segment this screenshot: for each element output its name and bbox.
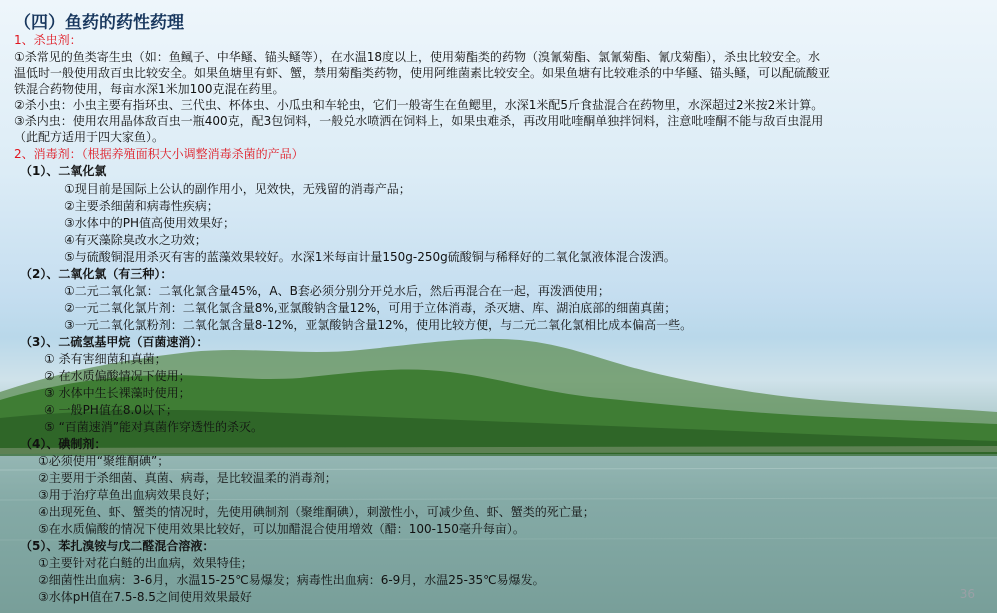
list-item: ③一元二氧化氯粉剂：二氧化氯含量8-12%，亚氯酸钠含量12%，使用比较方便，与二元二氧化氯相比成本偏高一些。 <box>64 318 693 332</box>
list-item: ③水体pH值在7.5-8.5之间使用效果最好 <box>38 590 252 604</box>
subheading: （5）、苯扎溴铵与戊二醛混合溶液： <box>20 539 215 553</box>
subheading: （3）、二硫氢基甲烷（百菌速消）： <box>20 335 209 349</box>
slide-title: （四）鱼药的药性药理 <box>14 13 184 33</box>
list-item: ① 杀有害细菌和真菌； <box>44 352 167 366</box>
text-line: ③杀内虫：使用农用晶体敌百虫一瓶400克，配3包饲料，一般兑水喷洒在饲料上，如果虫难杀，再改用吡喹酮单独拌饲料，注意吡喹酮不能与敌百虫混用 <box>14 114 824 128</box>
text-line: 铁混合药物使用，每亩水深1米加100克混在药里。 <box>14 82 285 96</box>
list-item: ②主要用于杀细菌、真菌、病毒，是比较温柔的消毒剂； <box>38 471 337 485</box>
list-item: ⑤在水质偏酸的情况下使用效果比较好，可以加醋混合使用增效（醋：100-150毫升每亩）。 <box>38 522 525 536</box>
list-item: ④有灭藻除臭改水之功效； <box>64 233 207 247</box>
list-item: ①主要针对花白鲢的出血病，效果特佳； <box>38 556 253 570</box>
list-item: ②主要杀细菌和病毒性疾病； <box>64 199 219 213</box>
section-heading-disinfectant: 2、消毒剂：（根据养殖面积大小调整消毒杀菌的产品） <box>14 147 304 161</box>
list-item: ②一元二氧化氯片剂：二氧化氯含量8%,亚氯酸钠含量12%，可用于立体消毒，杀灭塘、库、湖泊底部的细菌真菌； <box>64 301 677 315</box>
subheading: （1）、二氧化氯 <box>20 164 107 178</box>
list-item: ⑤ “百菌速消”能对真菌作穿透性的杀灭。 <box>44 420 264 434</box>
page-number: 36 <box>959 587 975 601</box>
list-item: ③用于治疗草鱼出血病效果良好； <box>38 488 217 502</box>
subheading: （2）、二氧化氯（有三种）： <box>20 267 173 281</box>
list-item: ④ 一般PH值在8.0以下； <box>44 403 178 417</box>
text-line: 温低时一般使用敌百虫比较安全。如果鱼塘里有虾、蟹，禁用菊酯类药物，使用阿维菌素比较安全。如果鱼塘有比较难杀的中华鳋、锚头鳋，可以配硫酸亚 <box>14 66 831 80</box>
list-item: ①必须使用“聚维酮碘”； <box>38 454 170 468</box>
text-line: ①杀常见的鱼类寄生虫（如：鱼鲺子、中华鳋、锚头鳋等），在水温18度以上，使用菊酯类的药物（溴氰菊酯、氯氰菊酯、氰戊菊酯），杀虫比较安全。水 <box>14 50 821 64</box>
list-item: ② 在水质偏酸情况下使用； <box>44 369 191 383</box>
list-item: ①二元二氧化氯：二氧化氯含量45%，A、B套必须分别分开兑水后，然后再混合在一起，再泼洒使用； <box>64 284 610 298</box>
list-item: ③ 水体中生长裸藻时使用； <box>44 386 191 400</box>
list-item: ①现目前是国际上公认的副作用小，见效快，无残留的消毒产品； <box>64 182 411 196</box>
list-item: ⑤与硫酸铜混用杀灭有害的蓝藻效果较好。水深1米每亩计量150g-250g硫酸铜与稀释好的二氧化氯液体混合泼洒。 <box>64 250 676 264</box>
list-item: ②细菌性出血病：3-6月，水温15-25℃易爆发；病毒性出血病：6-9月，水温25-35℃易爆发。 <box>38 573 545 587</box>
text-line: ②杀小虫：小虫主要有指环虫、三代虫、杯体虫、小瓜虫和车轮虫，它们一般寄生在鱼鳃里，水深1米配5斤食盐混合在药物里，水深超过2米按2米计算。 <box>14 98 824 112</box>
list-item: ③水体中的PH值高使用效果好； <box>64 216 236 230</box>
list-item: ④出现死鱼、虾、蟹类的情况时，先使用碘制剂（聚维酮碘），刺激性小，可减少鱼、虾、蟹类的死亡量； <box>38 505 595 519</box>
text-line: （此配方适用于四大家鱼）。 <box>14 130 165 144</box>
section-heading-insecticide: 1、杀虫剂： <box>14 33 82 47</box>
subheading: （4）、碘制剂： <box>20 437 107 451</box>
